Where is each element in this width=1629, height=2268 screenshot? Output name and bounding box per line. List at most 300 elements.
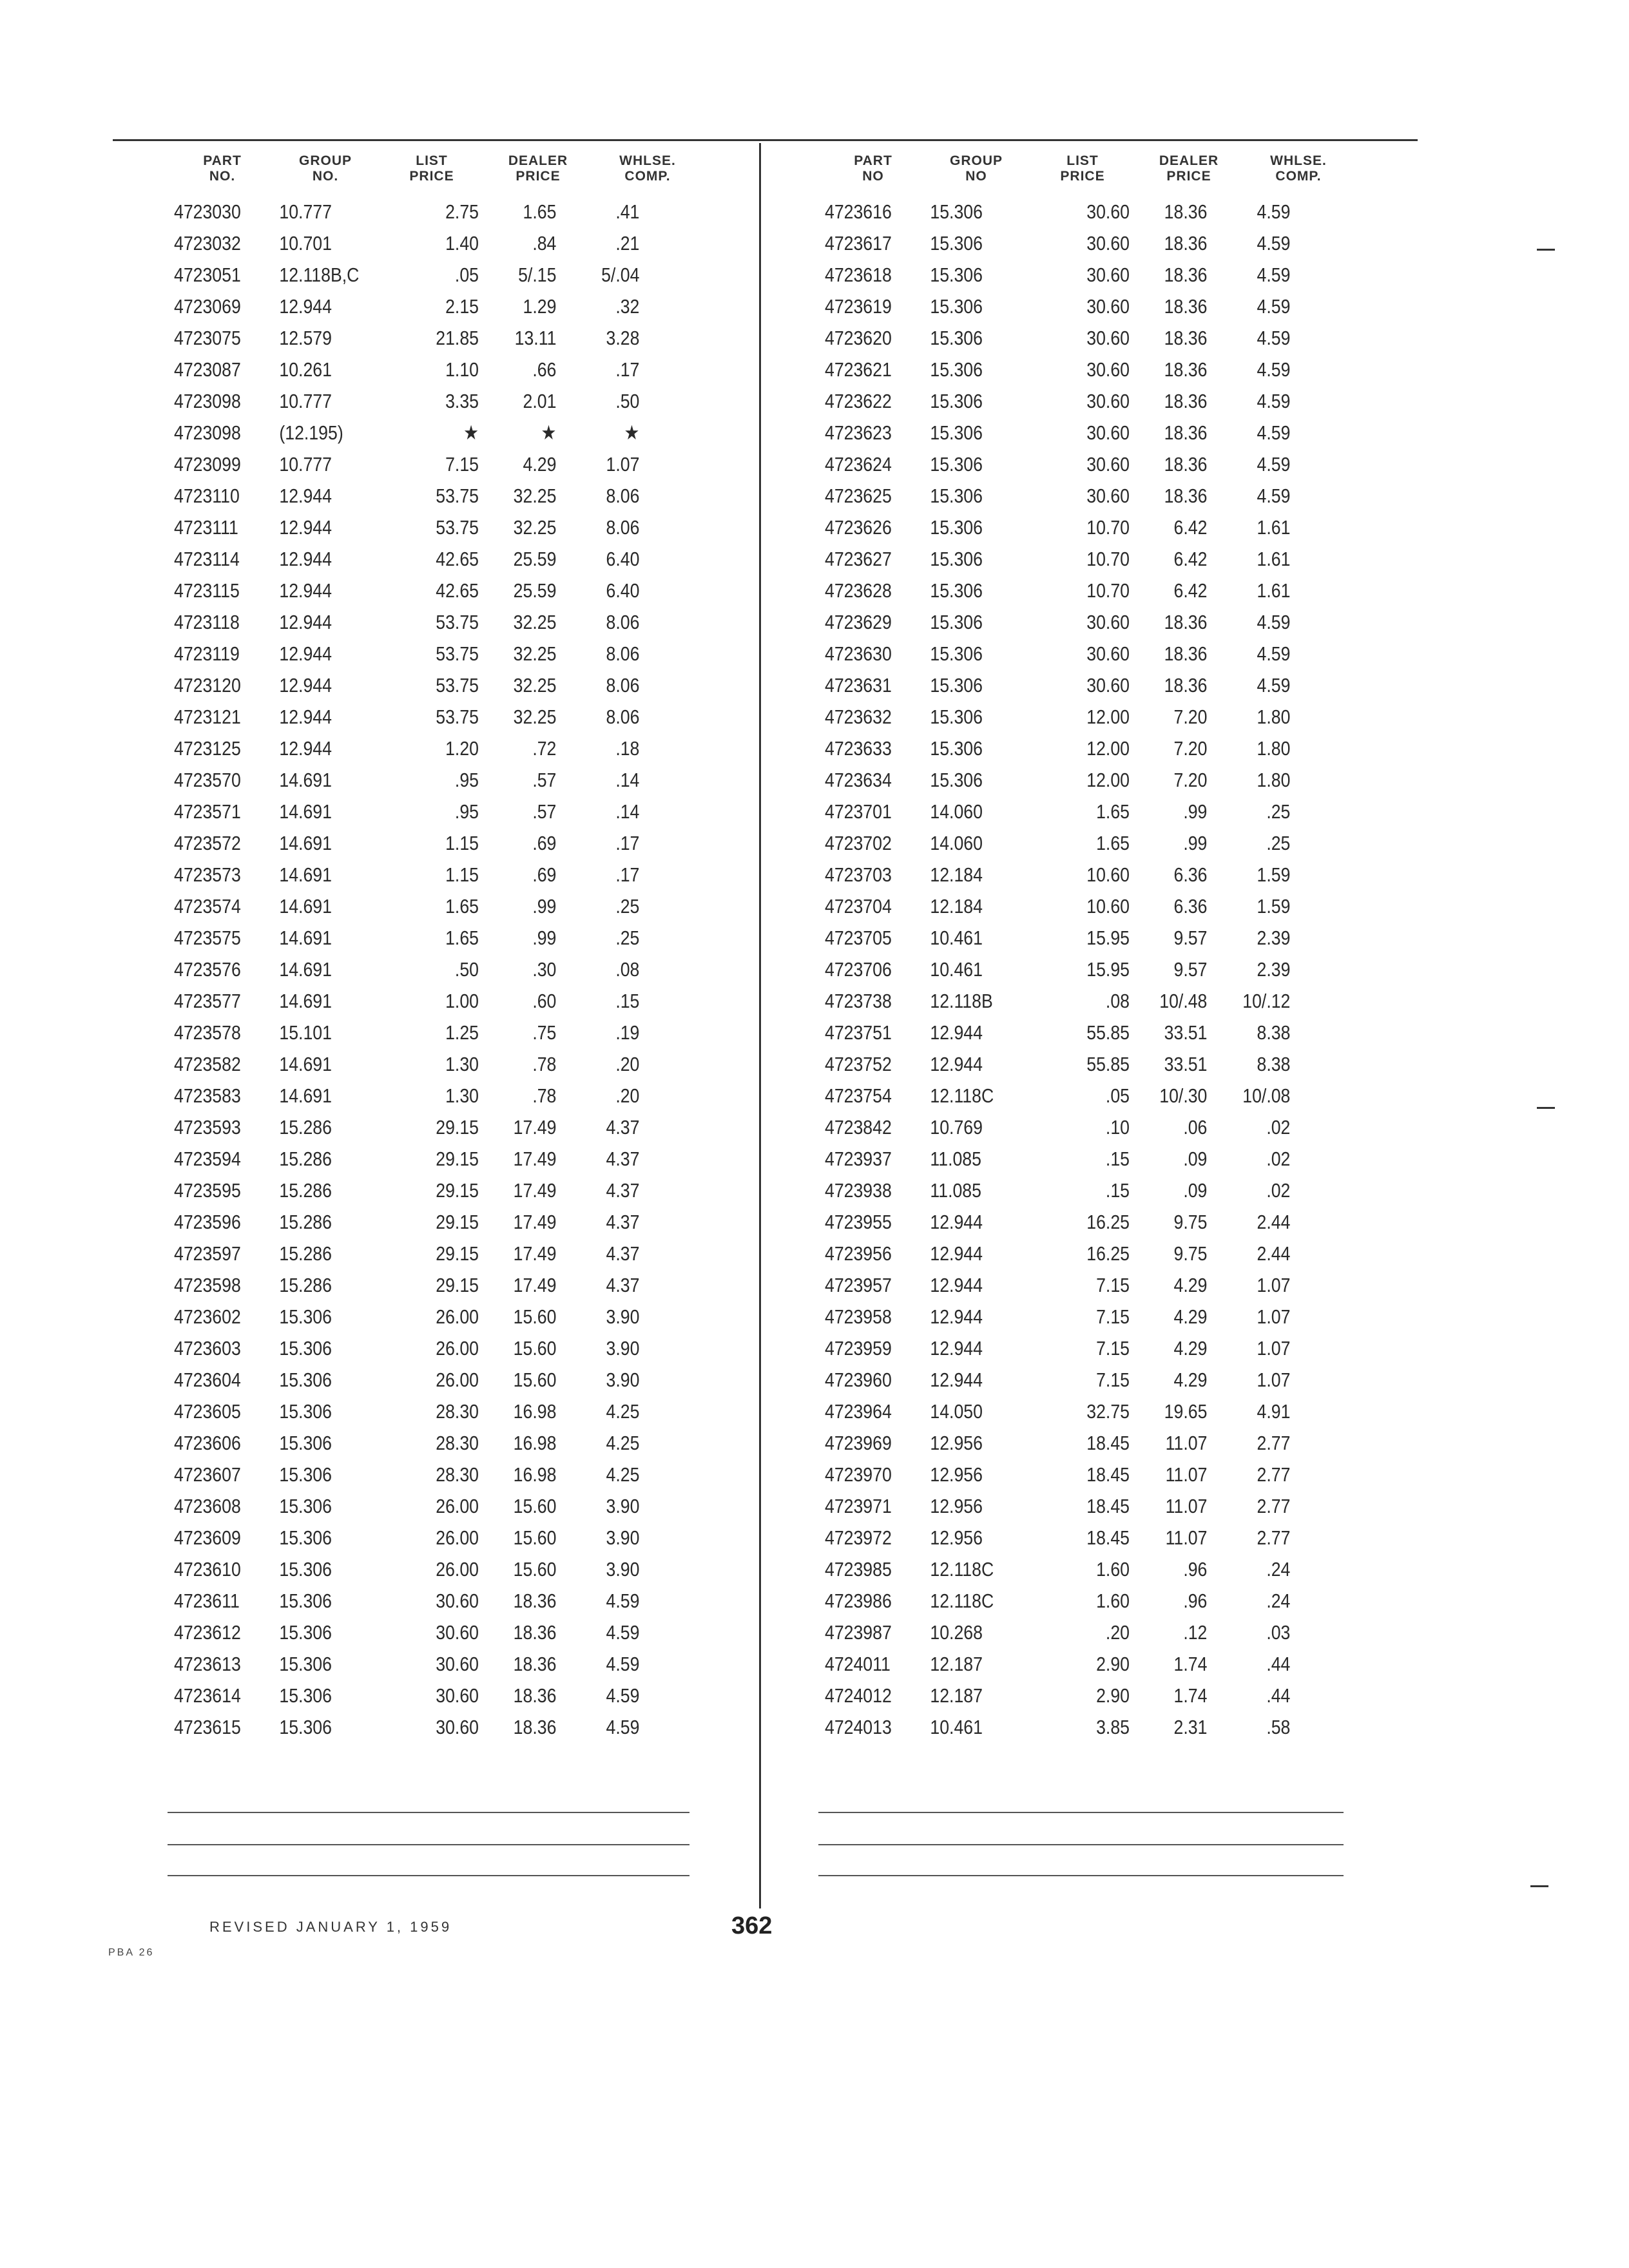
dealer-price: 4.29 <box>523 452 557 476</box>
header-list-line1: LIST <box>416 153 448 168</box>
table-row <box>174 417 701 448</box>
dealer-price: 32.25 <box>513 610 557 633</box>
whlse-comp: .25 <box>1266 800 1291 823</box>
whlse-comp: 8.06 <box>606 515 640 539</box>
dealer-price: 11.07 <box>1165 1526 1208 1549</box>
revised-date: REVISED JANUARY 1, 1959 <box>209 1919 452 1935</box>
blank-line-right-2 <box>818 1844 1344 1845</box>
list-price: 29.15 <box>436 1147 479 1170</box>
table-row <box>825 1585 1362 1617</box>
part-number: 4723069 <box>174 294 241 318</box>
whlse-comp: 2.44 <box>1257 1210 1291 1233</box>
part-number: 4723030 <box>174 200 241 223</box>
whlse-comp: .41 <box>615 200 640 223</box>
part-number: 4723603 <box>174 1336 241 1360</box>
table-row <box>825 259 1362 291</box>
dealer-price: 1.74 <box>1173 1652 1208 1675</box>
part-number: 4723118 <box>174 610 240 633</box>
part-number: 4723964 <box>825 1399 892 1423</box>
list-price: 30.60 <box>436 1684 479 1707</box>
list-price: 26.00 <box>436 1526 479 1549</box>
group-number: 15.306 <box>279 1368 332 1391</box>
list-price: 18.45 <box>1086 1463 1130 1486</box>
part-number: 4723570 <box>174 768 241 791</box>
table-row <box>174 1427 701 1459</box>
header-list-line1: LIST <box>1066 153 1099 168</box>
part-number: 4723754 <box>825 1084 892 1107</box>
margin-mark <box>1530 1885 1548 1887</box>
group-number: 15.306 <box>930 389 983 412</box>
whlse-comp: 4.59 <box>1257 326 1291 349</box>
table-row <box>174 1017 701 1048</box>
list-price: 30.60 <box>1086 200 1130 223</box>
part-number: 4723119 <box>174 642 240 665</box>
dealer-price: .99 <box>532 894 557 918</box>
table-row <box>825 638 1362 669</box>
group-number: 15.286 <box>279 1147 332 1170</box>
list-price: 1.00 <box>445 989 479 1012</box>
group-number: 14.691 <box>279 989 332 1012</box>
dealer-price: .84 <box>532 231 557 255</box>
list-price: 53.75 <box>436 673 479 697</box>
whlse-comp: .50 <box>615 389 640 412</box>
header-list-line2: PRICE <box>409 169 454 184</box>
list-price: 26.00 <box>436 1557 479 1581</box>
top-rule <box>113 139 1418 141</box>
header-part-no <box>825 153 921 196</box>
table-row <box>174 1553 701 1585</box>
list-price: 55.85 <box>1086 1052 1130 1075</box>
whlse-comp: 3.90 <box>606 1494 640 1517</box>
dealer-price: 19.65 <box>1164 1399 1208 1423</box>
table-row <box>174 196 701 227</box>
list-price: 28.30 <box>436 1431 479 1454</box>
dealer-price: 17.49 <box>513 1273 557 1296</box>
whlse-comp: 1.80 <box>1257 736 1291 760</box>
part-number: 4723706 <box>825 957 892 981</box>
table-row <box>825 1048 1362 1080</box>
group-number: 14.691 <box>279 1052 332 1075</box>
list-price: 30.60 <box>1086 421 1130 444</box>
table-row <box>174 1269 701 1301</box>
table-row <box>174 1332 701 1364</box>
dealer-price: .30 <box>532 957 557 981</box>
header-list-price <box>380 153 483 196</box>
list-price: 26.00 <box>436 1336 479 1360</box>
whlse-comp: ★ <box>624 421 640 444</box>
dealer-price: 13.11 <box>514 326 557 349</box>
header-group-line1: GROUP <box>949 153 1003 168</box>
dealer-price: 33.51 <box>1164 1052 1208 1075</box>
dealer-price: .99 <box>532 926 557 949</box>
table-row <box>825 1648 1362 1680</box>
group-number: 14.060 <box>930 831 983 854</box>
group-number: 12.118C <box>930 1557 994 1581</box>
part-number: 4723625 <box>825 484 892 507</box>
part-number: 4723751 <box>825 1021 892 1044</box>
dealer-price: 32.25 <box>513 515 557 539</box>
dealer-price: 15.60 <box>513 1305 557 1328</box>
part-number: 4723582 <box>174 1052 241 1075</box>
right-price-table <box>825 153 1363 1743</box>
list-price: 30.60 <box>1086 263 1130 286</box>
header-group-no <box>921 153 1031 196</box>
group-number: 12.944 <box>279 642 332 665</box>
dealer-price: 4.29 <box>1173 1305 1208 1328</box>
table-row <box>825 1522 1362 1553</box>
table-row <box>174 1459 701 1490</box>
whlse-comp: 4.59 <box>606 1620 640 1644</box>
part-number: 4723610 <box>174 1557 241 1581</box>
whlse-comp: .02 <box>1266 1147 1291 1170</box>
dealer-price: 16.98 <box>513 1431 557 1454</box>
group-number: 12.184 <box>930 863 983 886</box>
part-number: 4723704 <box>825 894 892 918</box>
list-price: 1.30 <box>445 1052 479 1075</box>
group-number: 12.944 <box>930 1052 983 1075</box>
dealer-price: 17.49 <box>513 1115 557 1139</box>
whlse-comp: .14 <box>615 800 640 823</box>
whlse-comp: 4.59 <box>1257 452 1291 476</box>
part-number: 4723099 <box>174 452 241 476</box>
whlse-comp: .15 <box>615 989 640 1012</box>
dealer-price: 6.42 <box>1173 515 1208 539</box>
list-price: 3.35 <box>445 389 479 412</box>
part-number: 4723623 <box>825 421 892 444</box>
table-row <box>825 1017 1362 1048</box>
table-row <box>825 291 1362 322</box>
whlse-comp: .14 <box>615 768 640 791</box>
header-part-line1: PART <box>854 153 892 168</box>
part-number: 4723955 <box>825 1210 892 1233</box>
whlse-comp: 1.80 <box>1257 768 1291 791</box>
part-number: 4723842 <box>825 1115 892 1139</box>
group-number: 12.944 <box>930 1305 983 1328</box>
part-number: 4723572 <box>174 831 241 854</box>
list-price: 32.75 <box>1086 1399 1130 1423</box>
part-number: 4723619 <box>825 294 892 318</box>
table-row <box>825 1459 1362 1490</box>
table-row <box>825 480 1362 512</box>
part-number: 4723618 <box>825 263 892 286</box>
dealer-price: 9.75 <box>1173 1242 1208 1265</box>
list-price: 53.75 <box>436 642 479 665</box>
header-part-no <box>174 153 271 196</box>
list-price: 18.45 <box>1086 1431 1130 1454</box>
dealer-price: .78 <box>532 1052 557 1075</box>
part-number: 4723051 <box>174 263 241 286</box>
whlse-comp: 8.06 <box>606 484 640 507</box>
dealer-price: 25.59 <box>513 547 557 570</box>
table-row <box>825 859 1362 890</box>
whlse-comp: .17 <box>615 358 640 381</box>
dealer-price: 18.36 <box>1164 642 1208 665</box>
group-number: 15.306 <box>279 1399 332 1423</box>
header-dealer-line2: PRICE <box>516 169 561 184</box>
part-number: 4723595 <box>174 1178 241 1202</box>
part-number: 4723605 <box>174 1399 241 1423</box>
whlse-comp: .21 <box>615 231 640 255</box>
dealer-price: 18.36 <box>1164 452 1208 476</box>
group-number: 15.306 <box>279 1620 332 1644</box>
part-number: 4723969 <box>825 1431 892 1454</box>
list-price: .95 <box>454 768 479 791</box>
table-row <box>174 512 701 543</box>
table-row <box>825 354 1362 385</box>
margin-mark <box>1537 1107 1555 1109</box>
part-number: 4723958 <box>825 1305 892 1328</box>
table-row <box>174 1080 701 1111</box>
list-price: 7.15 <box>1096 1368 1130 1391</box>
dealer-price: 33.51 <box>1164 1021 1208 1044</box>
group-number: 12.944 <box>279 673 332 697</box>
table-row <box>825 1332 1362 1364</box>
part-number: 4723120 <box>174 673 241 697</box>
table-row <box>825 417 1362 448</box>
group-number: 15.306 <box>279 1684 332 1707</box>
group-number: 15.306 <box>930 358 983 381</box>
dealer-price: ★ <box>541 421 557 444</box>
dealer-price: 32.25 <box>513 705 557 728</box>
table-row <box>174 1711 701 1743</box>
group-number: 10.261 <box>279 358 332 381</box>
list-price: 53.75 <box>436 705 479 728</box>
whlse-comp: 3.90 <box>606 1336 640 1360</box>
list-price: 28.30 <box>436 1399 479 1423</box>
list-price: 30.60 <box>1086 294 1130 318</box>
table-row <box>174 448 701 480</box>
group-number: 12.944 <box>279 515 332 539</box>
table-row <box>825 575 1362 606</box>
list-price: 29.15 <box>436 1273 479 1296</box>
whlse-comp: 1.59 <box>1257 894 1291 918</box>
group-number: 14.691 <box>279 831 332 854</box>
table-row <box>174 954 701 985</box>
list-price: 2.15 <box>445 294 479 318</box>
center-divider <box>759 143 761 1908</box>
list-price: .50 <box>454 957 479 981</box>
dealer-price: 9.57 <box>1173 926 1208 949</box>
list-price: 30.60 <box>1086 326 1130 349</box>
table-row <box>174 827 701 859</box>
list-price: 1.60 <box>1096 1589 1130 1612</box>
whlse-comp: 4.59 <box>1257 358 1291 381</box>
list-price: 30.60 <box>436 1715 479 1738</box>
header-dealer-price <box>1134 153 1244 196</box>
list-price: 30.60 <box>1086 642 1130 665</box>
whlse-comp: .20 <box>615 1052 640 1075</box>
list-price: 10.70 <box>1086 579 1130 602</box>
part-number: 4724011 <box>825 1652 891 1675</box>
dealer-price: 6.36 <box>1173 894 1208 918</box>
dealer-price: 15.60 <box>513 1526 557 1549</box>
dealer-price: .57 <box>532 800 557 823</box>
whlse-comp: .18 <box>615 736 640 760</box>
header-dealer-line1: DEALER <box>508 153 568 168</box>
table-row <box>825 512 1362 543</box>
whlse-comp: .17 <box>615 831 640 854</box>
table-row <box>825 827 1362 859</box>
dealer-price: .99 <box>1183 831 1208 854</box>
part-number: 4723738 <box>825 989 892 1012</box>
table-row <box>825 322 1362 354</box>
header-whlse-line2: COMP. <box>1275 169 1322 184</box>
dealer-price: 2.01 <box>523 389 557 412</box>
table-row <box>174 1206 701 1238</box>
group-number: 10.268 <box>930 1620 983 1644</box>
list-price: 12.00 <box>1086 736 1130 760</box>
table-row <box>825 1617 1362 1648</box>
group-number: 12.118B <box>930 989 993 1012</box>
list-price: 15.95 <box>1086 926 1130 949</box>
group-number: 15.306 <box>930 200 983 223</box>
dealer-price: 25.59 <box>513 579 557 602</box>
list-price: 15.95 <box>1086 957 1130 981</box>
table-row <box>174 1585 701 1617</box>
whlse-comp: 4.37 <box>606 1115 640 1139</box>
list-price: 1.30 <box>445 1084 479 1107</box>
part-number: 4723602 <box>174 1305 241 1328</box>
table-row <box>174 669 701 701</box>
part-number: 4723627 <box>825 547 892 570</box>
group-number: 15.306 <box>279 1494 332 1517</box>
dealer-price: 9.75 <box>1173 1210 1208 1233</box>
whlse-comp: 1.80 <box>1257 705 1291 728</box>
part-number: 4723110 <box>174 484 240 507</box>
header-whlse-comp <box>593 153 702 196</box>
list-price: 7.15 <box>1096 1305 1130 1328</box>
part-number: 4724013 <box>825 1715 892 1738</box>
list-price: 12.00 <box>1086 705 1130 728</box>
group-number: 10.461 <box>930 957 983 981</box>
group-number: 15.286 <box>279 1115 332 1139</box>
left-table-header <box>174 153 702 196</box>
dealer-price: 6.42 <box>1173 579 1208 602</box>
whlse-comp: 4.59 <box>1257 610 1291 633</box>
table-row <box>825 954 1362 985</box>
table-row <box>825 448 1362 480</box>
list-price: 30.60 <box>436 1652 479 1675</box>
group-number: 12.944 <box>930 1336 983 1360</box>
part-number: 4723075 <box>174 326 241 349</box>
whlse-comp: 4.59 <box>606 1715 640 1738</box>
form-code: PBA 26 <box>108 1947 155 1958</box>
right-table-body <box>825 196 1363 1743</box>
dealer-price: .78 <box>532 1084 557 1107</box>
whlse-comp: 1.07 <box>1257 1368 1291 1391</box>
part-number: 4723937 <box>825 1147 892 1170</box>
list-price: 26.00 <box>436 1494 479 1517</box>
part-number: 4723971 <box>825 1494 892 1517</box>
dealer-price: 15.60 <box>513 1557 557 1581</box>
table-row <box>174 354 701 385</box>
part-number: 4723620 <box>825 326 892 349</box>
dealer-price: 5/.15 <box>518 263 557 286</box>
dealer-price: 1.74 <box>1173 1684 1208 1707</box>
list-price: ★ <box>463 421 479 444</box>
group-number: 15.101 <box>279 1021 332 1044</box>
part-number: 4723114 <box>174 547 240 570</box>
list-price: 18.45 <box>1086 1526 1130 1549</box>
part-number: 4723032 <box>174 231 241 255</box>
part-number: 4723701 <box>825 800 892 823</box>
whlse-comp: .25 <box>615 894 640 918</box>
group-number: 15.306 <box>930 579 983 602</box>
group-number: 15.306 <box>279 1336 332 1360</box>
dealer-price: 1.65 <box>523 200 557 223</box>
part-number: 4723621 <box>825 358 892 381</box>
table-row <box>174 1048 701 1080</box>
part-number: 4723593 <box>174 1115 241 1139</box>
part-number: 4723938 <box>825 1178 892 1202</box>
whlse-comp: 4.59 <box>1257 294 1291 318</box>
group-number: 10.461 <box>930 1715 983 1738</box>
group-number: 15.306 <box>930 610 983 633</box>
part-number: 4723098 <box>174 421 241 444</box>
part-number: 4723615 <box>174 1715 241 1738</box>
whlse-comp: 4.59 <box>1257 421 1291 444</box>
table-row <box>825 1364 1362 1396</box>
whlse-comp: 2.44 <box>1257 1242 1291 1265</box>
dealer-price: 15.60 <box>513 1368 557 1391</box>
table-row <box>825 227 1362 259</box>
whlse-comp: 1.61 <box>1257 515 1291 539</box>
dealer-price: 18.36 <box>1164 294 1208 318</box>
dealer-price: 18.36 <box>513 1652 557 1675</box>
part-number: 4723957 <box>825 1273 892 1296</box>
part-number: 4723098 <box>174 389 241 412</box>
table-row <box>174 1648 701 1680</box>
group-number: 12.944 <box>279 705 332 728</box>
list-price: 30.60 <box>1086 673 1130 697</box>
part-number: 4723604 <box>174 1368 241 1391</box>
dealer-price: .09 <box>1183 1178 1208 1202</box>
header-part-line2: NO <box>862 169 884 184</box>
part-number: 4723622 <box>825 389 892 412</box>
whlse-comp: 10/.08 <box>1242 1084 1291 1107</box>
dealer-price: 18.36 <box>1164 200 1208 223</box>
list-price: 55.85 <box>1086 1021 1130 1044</box>
list-price: 1.60 <box>1096 1557 1130 1581</box>
group-number: 12.944 <box>279 610 332 633</box>
table-row <box>174 543 701 575</box>
group-number: 12.956 <box>930 1463 983 1486</box>
part-number: 4723705 <box>825 926 892 949</box>
table-row <box>825 196 1362 227</box>
whlse-comp: 4.59 <box>1257 263 1291 286</box>
table-row <box>825 1143 1362 1175</box>
table-row <box>174 985 701 1017</box>
list-price: 1.65 <box>445 894 479 918</box>
header-list-price <box>1031 153 1134 196</box>
dealer-price: 11.07 <box>1165 1431 1208 1454</box>
part-number: 4723703 <box>825 863 892 886</box>
header-whlse-line1: WHLSE. <box>1270 153 1327 168</box>
part-number: 4723578 <box>174 1021 241 1044</box>
header-dealer-line1: DEALER <box>1159 153 1219 168</box>
whlse-comp: 8.06 <box>606 705 640 728</box>
dealer-price: .75 <box>532 1021 557 1044</box>
whlse-comp: .08 <box>615 957 640 981</box>
list-price: 29.15 <box>436 1242 479 1265</box>
dealer-price: 18.36 <box>1164 231 1208 255</box>
list-price: .05 <box>1105 1084 1130 1107</box>
blank-line-left-1 <box>168 1812 689 1813</box>
whlse-comp: .24 <box>1266 1557 1291 1581</box>
table-row <box>825 985 1362 1017</box>
group-number: 12.118C <box>930 1084 994 1107</box>
whlse-comp: 1.07 <box>1257 1305 1291 1328</box>
